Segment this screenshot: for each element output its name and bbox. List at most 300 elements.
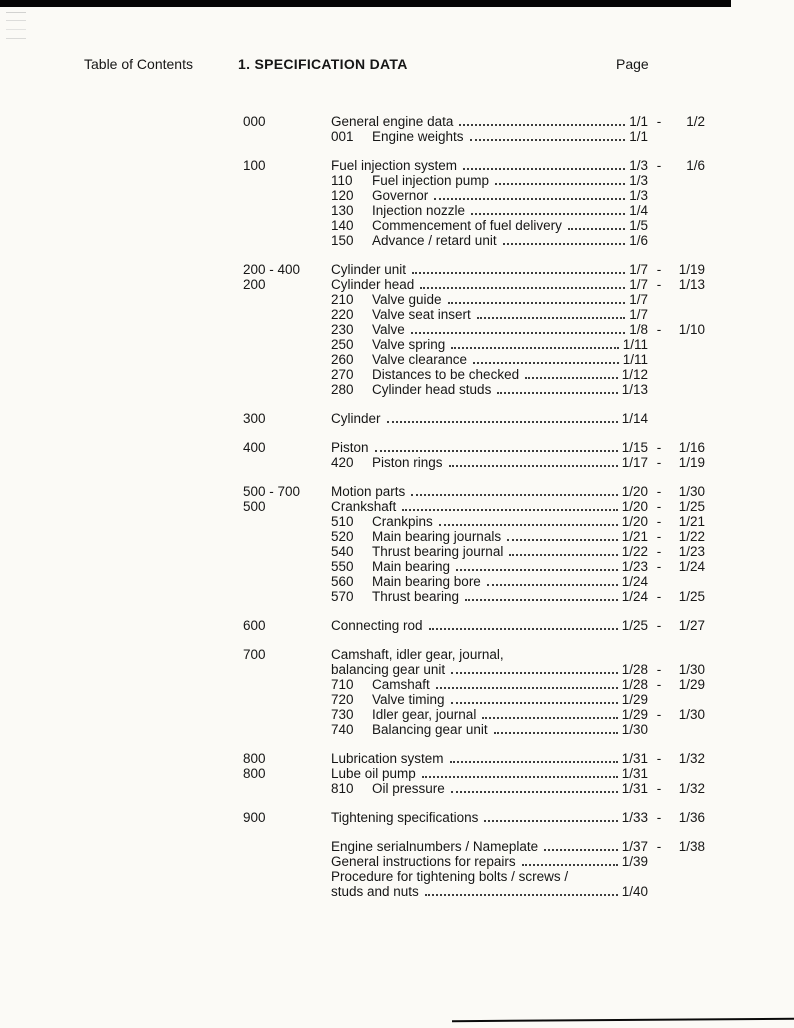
entry-page: 1/20 xyxy=(621,514,648,529)
entry-main xyxy=(331,544,648,559)
entry-end-page xyxy=(670,766,705,781)
entry-dash: - xyxy=(656,529,662,544)
entry-dash: - xyxy=(656,158,662,173)
entry-title: Cylinder head studs xyxy=(372,382,492,397)
entry-end-page xyxy=(670,307,705,322)
entry-dash xyxy=(648,382,670,397)
entry-page: 1/20 xyxy=(621,484,648,499)
entry-page: 1/11 xyxy=(622,352,648,367)
entry-code xyxy=(243,173,331,188)
toc-row xyxy=(243,707,705,722)
toc-row xyxy=(243,751,705,766)
entry-subcode: 810 xyxy=(331,781,354,796)
entry-end-page xyxy=(670,692,705,707)
entry-main xyxy=(331,529,648,544)
entry-main xyxy=(331,203,648,218)
entry-title: Cylinder xyxy=(331,411,381,426)
toc-row xyxy=(243,529,705,544)
entry-page: 1/33 xyxy=(621,810,648,825)
scan-artifact-bottom-line xyxy=(452,1018,794,1022)
toc-row xyxy=(243,692,705,707)
entry-code: 400 xyxy=(243,440,266,455)
dot-leader xyxy=(495,173,625,185)
entry-end-page: 1/29 xyxy=(678,677,705,692)
entry-main xyxy=(331,869,648,884)
entry-subcode: 220 xyxy=(331,307,354,322)
entry-main xyxy=(331,647,648,662)
entry-code: 800 xyxy=(243,766,266,781)
entry-subcode: 570 xyxy=(331,589,354,604)
entry-dash: - xyxy=(656,662,662,677)
entry-main xyxy=(331,440,648,455)
toc-row xyxy=(243,781,705,796)
entry-title: Tightening specifications xyxy=(331,810,479,825)
entry-code xyxy=(243,589,331,604)
entry-title: Main bearing xyxy=(372,559,451,574)
entry-dash: - xyxy=(656,618,662,633)
entry-dash xyxy=(648,188,670,203)
entry-page: 1/24 xyxy=(621,589,648,604)
entry-end-page: 1/16 xyxy=(678,440,705,455)
entry-title: Thrust bearing xyxy=(372,589,460,604)
entry-main xyxy=(331,411,648,426)
toc-row xyxy=(243,722,705,737)
entry-end-page xyxy=(670,869,705,884)
entry-page: 1/28 xyxy=(621,677,648,692)
entry-title: Balancing gear unit xyxy=(372,722,488,737)
entry-main xyxy=(331,677,648,692)
entry-page: 1/31 xyxy=(621,766,648,781)
entry-code: 600 xyxy=(243,618,266,633)
dot-leader xyxy=(449,455,618,467)
entry-title: Crankshaft xyxy=(331,499,397,514)
entry-dash: - xyxy=(656,484,662,499)
entry-main xyxy=(331,233,648,248)
dot-leader xyxy=(456,559,618,571)
dot-leader xyxy=(484,810,617,822)
entry-end-page xyxy=(670,647,705,662)
dot-leader xyxy=(473,352,619,364)
entry-dash: - xyxy=(656,707,662,722)
entry-page: 1/14 xyxy=(621,411,648,426)
entry-title: Valve guide xyxy=(372,292,442,307)
toc-group xyxy=(243,262,705,397)
entry-page: 1/12 xyxy=(621,367,648,382)
dot-leader xyxy=(568,218,625,230)
toc-row xyxy=(243,292,705,307)
toc-row xyxy=(243,322,705,337)
entry-end-page xyxy=(670,188,705,203)
dot-leader xyxy=(470,129,626,141)
dot-leader xyxy=(448,292,626,304)
entry-end-page xyxy=(670,129,705,144)
entry-code xyxy=(243,559,331,574)
entry-page: 1/3 xyxy=(629,173,648,188)
entry-title: Camshaft, idler gear, journal, xyxy=(331,647,504,662)
toc-row xyxy=(243,158,705,173)
entry-end-page xyxy=(670,203,705,218)
entry-dash xyxy=(648,307,670,322)
entry-end-page: 1/19 xyxy=(678,262,705,277)
entry-code xyxy=(243,352,331,367)
toc-body xyxy=(243,114,705,913)
toc-row xyxy=(243,677,705,692)
entry-page: 1/22 xyxy=(621,544,648,559)
entry-title: Thrust bearing journal xyxy=(372,544,504,559)
entry-end-page: 1/32 xyxy=(678,781,705,796)
entry-main xyxy=(331,839,648,854)
entry-title: Procedure for tightening bolts / screws / xyxy=(331,869,569,884)
entry-dash xyxy=(648,129,670,144)
entry-subcode: 720 xyxy=(331,692,354,707)
entry-title: Valve clearance xyxy=(372,352,468,367)
entry-page: 1/17 xyxy=(621,455,648,470)
toc-row xyxy=(243,484,705,499)
entry-subcode: 250 xyxy=(331,337,354,352)
entry-page: 1/25 xyxy=(621,618,648,633)
entry-page: 1/7 xyxy=(629,277,648,292)
entry-page: 1/3 xyxy=(629,188,648,203)
entry-subcode: 150 xyxy=(331,233,354,248)
dot-leader xyxy=(450,751,618,763)
entry-end-page xyxy=(670,884,705,899)
dot-leader xyxy=(451,662,618,674)
entry-page: 1/29 xyxy=(621,707,648,722)
dot-leader xyxy=(507,529,618,541)
entry-main xyxy=(331,322,648,337)
entry-dash: - xyxy=(656,839,662,854)
entry-code xyxy=(243,292,331,307)
toc-row xyxy=(243,854,705,869)
entry-end-page: 1/30 xyxy=(678,484,705,499)
entry-title: General engine data xyxy=(331,114,454,129)
entry-main xyxy=(331,618,648,633)
entry-end-page: 1/23 xyxy=(678,544,705,559)
entry-title: General instructions for repairs xyxy=(331,854,516,869)
entry-end-page xyxy=(670,218,705,233)
entry-title: Lubrication system xyxy=(331,751,444,766)
dot-leader xyxy=(465,589,618,601)
entry-code: 800 xyxy=(243,751,266,766)
entry-subcode: 260 xyxy=(331,352,354,367)
dot-leader xyxy=(422,766,618,778)
entry-code: 900 xyxy=(243,810,266,825)
entry-main xyxy=(331,262,648,277)
entry-end-page: 1/22 xyxy=(678,529,705,544)
entry-page: 1/30 xyxy=(621,722,648,737)
entry-end-page xyxy=(670,722,705,737)
toc-group xyxy=(243,751,705,796)
entry-end-page: 1/30 xyxy=(678,662,705,677)
entry-page: 1/6 xyxy=(629,233,648,248)
entry-subcode: 710 xyxy=(331,677,354,692)
toc-row xyxy=(243,810,705,825)
entry-end-page: 1/27 xyxy=(678,618,705,633)
entry-end-page: 1/6 xyxy=(686,158,705,173)
entry-end-page: 1/32 xyxy=(678,751,705,766)
entry-code xyxy=(243,203,331,218)
entry-code xyxy=(243,839,331,854)
entry-subcode: 110 xyxy=(331,173,353,188)
entry-dash: - xyxy=(656,499,662,514)
entry-code xyxy=(243,367,331,382)
entry-code xyxy=(243,307,331,322)
entry-title: Main bearing bore xyxy=(372,574,481,589)
entry-subcode: 270 xyxy=(331,367,354,382)
entry-dash: - xyxy=(656,455,662,470)
entry-title: Injection nozzle xyxy=(372,203,466,218)
scan-artifact-corner-marks xyxy=(5,11,31,45)
entry-dash xyxy=(648,173,670,188)
entry-code xyxy=(243,455,331,470)
entry-page: 1/24 xyxy=(621,574,648,589)
entry-main xyxy=(331,367,648,382)
entry-page: 1/20 xyxy=(621,499,648,514)
entry-title: Fuel injection pump xyxy=(372,173,490,188)
entry-title: Fuel injection system xyxy=(331,158,458,173)
entry-subcode: 520 xyxy=(331,529,354,544)
toc-row xyxy=(243,544,705,559)
entry-main xyxy=(331,292,648,307)
toc-row xyxy=(243,262,705,277)
entry-dash: - xyxy=(656,559,662,574)
toc-row xyxy=(243,367,705,382)
entry-title: Piston xyxy=(331,440,369,455)
entry-subcode: 230 xyxy=(331,322,354,337)
toc-group xyxy=(243,839,705,899)
toc-row xyxy=(243,514,705,529)
entry-code xyxy=(243,781,331,796)
entry-page: 1/31 xyxy=(621,781,648,796)
toc-row xyxy=(243,173,705,188)
entry-subcode: 740 xyxy=(331,722,354,737)
entry-dash: - xyxy=(656,322,662,337)
dot-leader xyxy=(412,262,625,274)
entry-page: 1/7 xyxy=(629,292,648,307)
entry-main xyxy=(331,382,648,397)
entry-page: 1/5 xyxy=(629,218,648,233)
entry-end-page xyxy=(670,574,705,589)
entry-end-page: 1/21 xyxy=(678,514,705,529)
dot-leader xyxy=(425,884,618,896)
toc-row xyxy=(243,188,705,203)
entry-title: Commencement of fuel delivery xyxy=(372,218,562,233)
dot-leader xyxy=(434,188,625,200)
entry-code: 100 xyxy=(243,158,266,173)
dot-leader xyxy=(411,322,625,334)
entry-end-page: 1/38 xyxy=(678,839,705,854)
entry-code xyxy=(243,529,331,544)
toc-row xyxy=(243,559,705,574)
entry-subcode: 001 xyxy=(331,129,354,144)
entry-end-page: 1/24 xyxy=(678,559,705,574)
entry-title: Advance / retard unit xyxy=(372,233,497,248)
entry-title: Idler gear, journal xyxy=(372,707,477,722)
entry-subcode: 280 xyxy=(331,382,354,397)
dot-leader xyxy=(497,382,617,394)
entry-code xyxy=(243,692,331,707)
toc-row xyxy=(243,574,705,589)
entry-main xyxy=(331,337,648,352)
entry-main xyxy=(331,589,648,604)
entry-code: 200 xyxy=(243,277,266,292)
toc-row xyxy=(243,839,705,854)
entry-code xyxy=(243,854,331,869)
entry-code: 300 xyxy=(243,411,266,426)
entry-dash xyxy=(648,411,670,426)
entry-title: Valve seat insert xyxy=(372,307,471,322)
entry-main xyxy=(331,218,648,233)
toc-row xyxy=(243,884,705,899)
dot-leader xyxy=(494,722,618,734)
dot-leader xyxy=(429,618,618,630)
dot-leader xyxy=(402,499,617,511)
entry-code xyxy=(243,722,331,737)
entry-subcode: 510 xyxy=(331,514,354,529)
entry-dash xyxy=(648,722,670,737)
entry-main xyxy=(331,188,648,203)
dot-leader xyxy=(375,440,618,452)
entry-dash: - xyxy=(656,262,662,277)
entry-title: Cylinder head xyxy=(331,277,415,292)
entry-main xyxy=(331,455,648,470)
entry-dash xyxy=(648,884,670,899)
entry-main xyxy=(331,574,648,589)
entry-end-page xyxy=(670,382,705,397)
entry-title: Valve timing xyxy=(372,692,445,707)
entry-title: Cylinder unit xyxy=(331,262,407,277)
entry-dash: - xyxy=(656,781,662,796)
entry-title: Crankpins xyxy=(372,514,433,529)
toc-row xyxy=(243,411,705,426)
entry-dash xyxy=(648,367,670,382)
entry-subcode: 130 xyxy=(331,203,354,218)
entry-title: Camshaft xyxy=(372,677,430,692)
entry-main xyxy=(331,307,648,322)
entry-end-page: 1/30 xyxy=(678,707,705,722)
dot-leader xyxy=(411,484,617,496)
entry-end-page: 1/13 xyxy=(678,277,705,292)
toc-row xyxy=(243,869,705,884)
entry-dash: - xyxy=(656,544,662,559)
entry-end-page: 1/2 xyxy=(686,114,705,129)
entry-page: 1/40 xyxy=(621,884,648,899)
entry-dash xyxy=(648,692,670,707)
entry-end-page: 1/25 xyxy=(678,589,705,604)
entry-title: Valve xyxy=(372,322,405,337)
entry-page: 1/13 xyxy=(621,382,648,397)
entry-end-page: 1/10 xyxy=(678,322,705,337)
dot-leader xyxy=(451,692,618,704)
toc-group xyxy=(243,484,705,604)
entry-title: Main bearing journals xyxy=(372,529,502,544)
entry-page: 1/23 xyxy=(621,559,648,574)
dot-leader xyxy=(525,367,618,379)
toc-row xyxy=(243,455,705,470)
entry-code: 500 xyxy=(243,499,266,514)
entry-code xyxy=(243,677,331,692)
toc-row xyxy=(243,129,705,144)
dot-leader xyxy=(509,544,617,556)
toc-row xyxy=(243,277,705,292)
entry-end-page xyxy=(670,337,705,352)
entry-dash: - xyxy=(656,440,662,455)
toc-row xyxy=(243,114,705,129)
entry-page: 1/1 xyxy=(629,114,648,129)
entry-dash xyxy=(648,869,670,884)
entry-subcode: 550 xyxy=(331,559,354,574)
entry-dash xyxy=(648,218,670,233)
entry-code xyxy=(243,662,331,677)
toc-row xyxy=(243,382,705,397)
dot-leader xyxy=(463,158,625,170)
toc-row xyxy=(243,440,705,455)
dot-leader xyxy=(387,411,618,423)
toc-group xyxy=(243,114,705,144)
entry-main xyxy=(331,129,648,144)
entry-code xyxy=(243,233,331,248)
entry-code xyxy=(243,574,331,589)
entry-dash xyxy=(648,352,670,367)
toc-group xyxy=(243,158,705,248)
dot-leader xyxy=(436,677,618,689)
entry-title: Governor xyxy=(372,188,429,203)
entry-subcode: 120 xyxy=(331,188,354,203)
entry-title: Connecting rod xyxy=(331,618,423,633)
entry-main xyxy=(331,810,648,825)
entry-end-page xyxy=(670,411,705,426)
entry-page: 1/11 xyxy=(622,337,648,352)
toc-row xyxy=(243,352,705,367)
entry-page: 1/28 xyxy=(621,662,648,677)
entry-page: 1/8 xyxy=(629,322,648,337)
entry-code: 000 xyxy=(243,114,266,129)
entry-main xyxy=(331,766,648,781)
entry-main xyxy=(331,484,648,499)
entry-code xyxy=(243,544,331,559)
entry-dash xyxy=(648,203,670,218)
section-title: 1. SPECIFICATION DATA xyxy=(238,56,408,72)
entry-code xyxy=(243,188,331,203)
dot-leader xyxy=(451,337,618,349)
entry-code xyxy=(243,382,331,397)
entry-dash xyxy=(648,854,670,869)
entry-title: balancing gear unit xyxy=(331,662,446,677)
entry-end-page: 1/19 xyxy=(678,455,705,470)
toc-row xyxy=(243,499,705,514)
entry-code xyxy=(243,514,331,529)
entry-title: Motion parts xyxy=(331,484,406,499)
entry-subcode: 140 xyxy=(331,218,354,233)
entry-subcode: 540 xyxy=(331,544,354,559)
entry-main xyxy=(331,514,648,529)
entry-page: 1/39 xyxy=(621,854,648,869)
entry-end-page xyxy=(670,233,705,248)
entry-code xyxy=(243,322,331,337)
entry-dash: - xyxy=(656,751,662,766)
dot-leader xyxy=(459,114,625,126)
entry-page: 1/37 xyxy=(621,839,648,854)
entry-code xyxy=(243,218,331,233)
entry-main xyxy=(331,173,648,188)
entry-end-page xyxy=(670,854,705,869)
toc-group xyxy=(243,440,705,470)
entry-title: Piston rings xyxy=(372,455,443,470)
toc-group xyxy=(243,618,705,633)
entry-end-page xyxy=(670,292,705,307)
entry-main xyxy=(331,114,648,129)
entry-dash: - xyxy=(656,677,662,692)
